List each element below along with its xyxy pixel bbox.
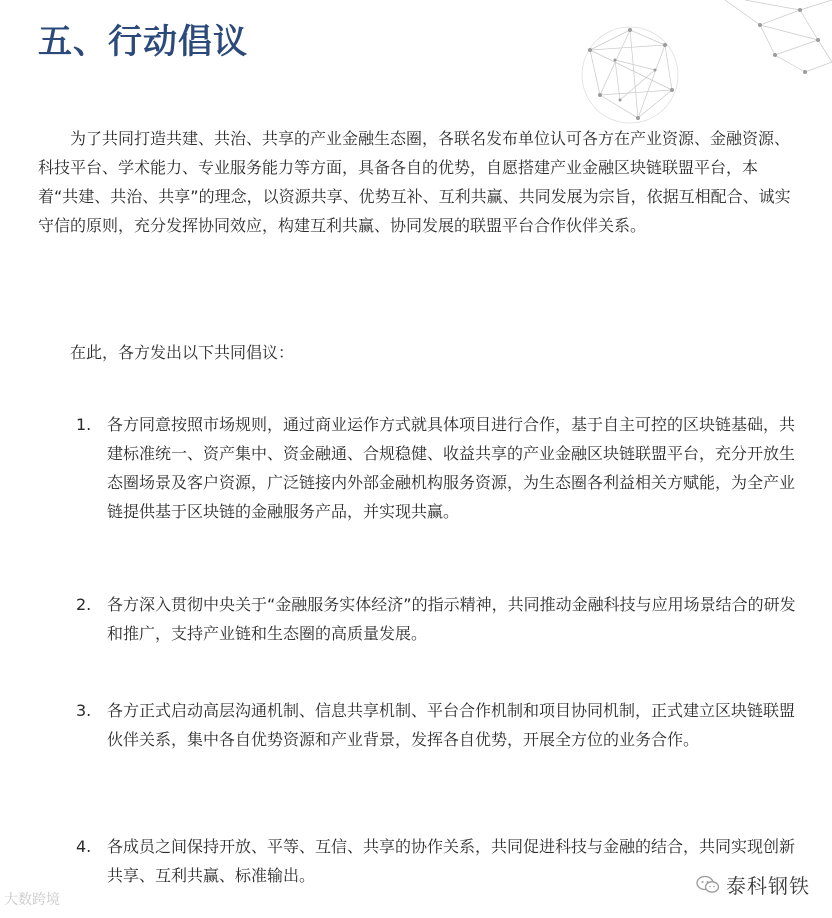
list-item-number: 2. — [76, 595, 92, 614]
watermark-right — [696, 870, 810, 899]
watermark-left-text: 大数跨境 — [4, 892, 60, 908]
lead-paragraph: 在此，各方发出以下共同倡议： — [70, 343, 295, 362]
network-mesh-decoration — [560, 0, 832, 130]
section-heading: 五、行动倡议 — [38, 22, 248, 62]
list-item-number: 3. — [76, 701, 92, 720]
wechat-icon — [696, 875, 720, 895]
list-item-text: 各方深入贯彻中央关于“金融服务实体经济”的指示精神，共同推动金融科技与应用场景结合的研发和推广，支持产业链和生态圈的高质量发展。 — [107, 595, 796, 643]
list-item-text: 各方同意按照市场规则，通过商业运作方式就具体项目进行合作，基于自主可控的区块链基础，共建标准统一、资产集中、资金融通、合规稳健、收益共享的产业金融区块链联盟平台，充分开放生态圈场景及客户资源，广泛链接内外部金融机构服务资源，为生态圈各利益相关方赋能，为全产业链提供基于区块链的金融服务产品，并实现共赢。 — [107, 415, 796, 521]
list-item-number: 1. — [76, 415, 92, 434]
list-item — [38, 696, 798, 754]
intro-paragraph: 为了共同打造共建、共治、共享的产业金融生态圈，各联名发布单位认可各方在产业资源、金融资源、科技平台、学术能力、专业服务能力等方面，具备各自的优势，自愿搭建产业金融区块链联盟平台，本着“共建、共治、共享”的理念，以资源共享、优势互补、互利共赢、共同发展为宗旨，依据互相配合、诚实守信的原则，充分发挥协同效应，构建互利共赢、协同发展的联盟平台合作伙伴关系。 — [38, 129, 791, 235]
list-item — [38, 832, 798, 890]
watermark-left — [4, 888, 60, 912]
watermark-right-text: 泰科钢铁 — [726, 874, 810, 898]
list-item-number: 4. — [76, 837, 92, 856]
list-item — [38, 410, 798, 526]
list-item-text: 各方正式启动高层沟通机制、信息共享机制、平台合作机制和项目协同机制，正式建立区块链联盟伙伴关系，集中各自优势资源和产业背景，发挥各自优势，开展全方位的业务合作。 — [107, 701, 796, 749]
list-item-text: 各成员之间保持开放、平等、互信、共享的协作关系，共同促进科技与金融的结合，共同实现创新共享、互利共赢、标准输出。 — [107, 837, 796, 885]
list-item — [38, 590, 798, 648]
